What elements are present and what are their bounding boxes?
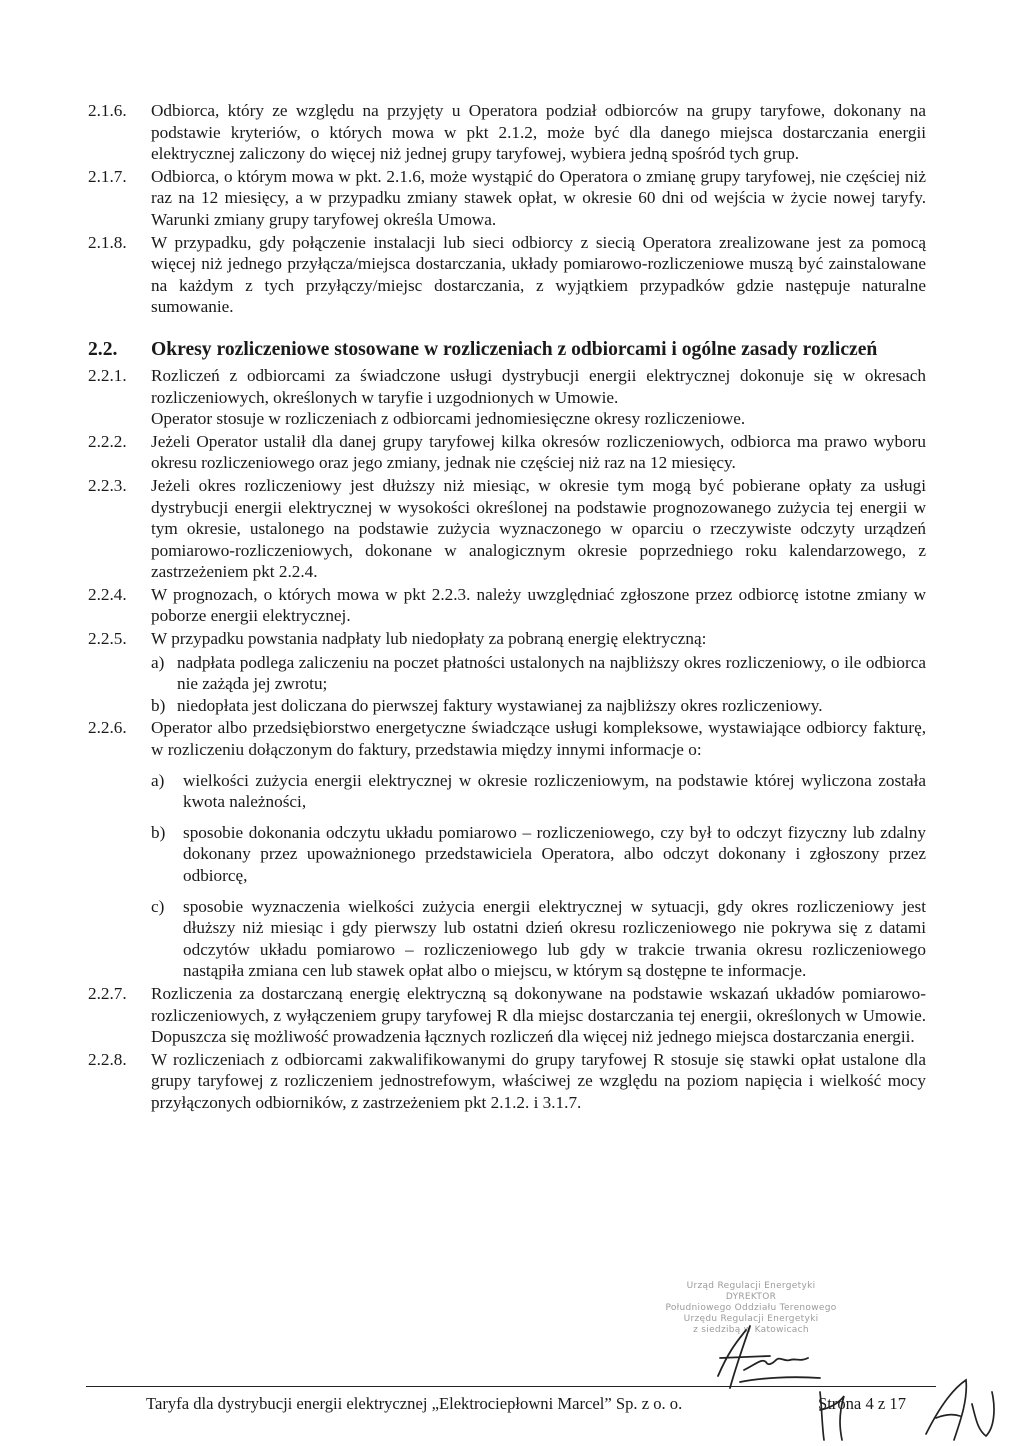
page-number: Strona 4 z 17 bbox=[817, 1394, 906, 1413]
list-item-text: nadpłata podlega zaliczeniu na poczet płatności ustalonych na najbliższy okres rozliczeniowy, o ile odbiorca nie zażąda jej zwrotu; bbox=[177, 652, 926, 694]
list-item bbox=[151, 695, 926, 717]
clause-number: 2.2.8. bbox=[88, 1049, 127, 1069]
clause-number: 2.2.7. bbox=[88, 983, 127, 1003]
clause-text: W prognozach, o których mowa w pkt 2.2.3. należy uwzględniać zgłoszone przez odbiorcę istotne zmiany w poborze energii elektrycznej. bbox=[151, 584, 926, 626]
list-item-label: b) bbox=[151, 695, 166, 715]
clause-text: Rozliczenia za dostarczaną energię elektryczną są dokonywane na podstawie wskazań układów pomiarowo-rozliczeniowych, z wyłączeniem grupy taryfowej R dla miejsc dostarczania tej energii, określonych w Umowie. Dopuszcza się możliwość prowadzenia łącznych rozliczeń dla więcej niż jednego miejsca dostarczania energii. bbox=[151, 983, 926, 1047]
section-number: 2.2. bbox=[88, 338, 118, 360]
clause-2-2-6 bbox=[88, 717, 926, 982]
clause-number: 2.2.1. bbox=[88, 365, 127, 385]
list-item bbox=[151, 770, 926, 813]
clause-2-1-8 bbox=[88, 232, 926, 318]
footer-title: Taryfa dla dystrybucji energii elektrycznej „Elektrociepłowni Marcel” Sp. z o. o. bbox=[146, 1394, 683, 1413]
stamp-line: Urzędu Regulacji Energetyki bbox=[683, 1314, 819, 1324]
clause-2-2-7 bbox=[88, 983, 926, 1048]
clause-2-2-4 bbox=[88, 584, 926, 627]
document-body bbox=[88, 100, 926, 1115]
sub-list bbox=[151, 770, 926, 982]
clause-text-continued: Operator stosuje w rozliczeniach z odbiorcami jednomiesięczne okresy rozliczeniowe. bbox=[151, 409, 746, 429]
clause-2-2-2 bbox=[88, 431, 926, 474]
clause-number: 2.2.4. bbox=[88, 584, 127, 604]
clause-text: Operator albo przedsiębiorstwo energetyczne świadczące usługi kompleksowe, wystawiające odbiorcy fakturę, w rozliczeniu dołączonym do faktury, przedstawia między innymi informacje o: bbox=[151, 718, 926, 760]
list-item bbox=[151, 822, 926, 887]
clause-number: 2.1.7. bbox=[88, 166, 127, 186]
list-item-label: b) bbox=[151, 822, 166, 842]
clause-text: Rozliczeń z odbiorcami za świadczone usługi dystrybucji energii elektrycznej dokonuje się w okresach rozliczeniowych, określonych w taryfie i uzgodnionych w Umowie. bbox=[151, 365, 926, 407]
clause-number: 2.2.6. bbox=[88, 718, 127, 738]
clause-text: Odbiorca, o którym mowa w pkt. 2.1.6, może wystąpić do Operatora o zmianę grupy taryfowej, nie częściej niż raz na 12 miesięcy, a w przypadku zmiany stawek opłat, w okresie 60 dni od wejścia w życie nowej taryfy. Warunki zmiany grupy taryfowej określa Umowa. bbox=[151, 166, 926, 229]
sub-list bbox=[151, 652, 926, 717]
clause-text: Jeżeli okres rozliczeniowy jest dłuższy niż miesiąc, w okresie tym mogą być pobierane opłaty za usługi dystrybucji energii elektrycznej w wysokości określonej na podstawie prognozowanego zużycia tej energii w tym okresie, ustalonego na podstawie zużycia wyznaczonego w oparciu o rzeczywiste odczyty urządzeń pomiarowo-rozliczeniowych, dokonane w analogicznym okresie poprzedniego roku kalendarzowego, z zastrzeżeniem pkt 2.2.4. bbox=[151, 475, 926, 582]
clause-2-2-8 bbox=[88, 1049, 926, 1114]
clause-text: Odbiorca, który ze względu na przyjęty u Operatora podział odbiorców na grupy taryfowe, dokonany na podstawie kryteriów, o których mowa w pkt 2.1.2, może być dla danego miejsca dostarczania energii elektrycznej zaliczony do więcej niż jednej grupy taryfowej, wybiera jedną spośród tych grup. bbox=[151, 101, 926, 164]
list-item-text: sposobie wyznaczenia wielkości zużycia energii elektrycznej w sytuacji, gdy okres rozliczeniowy jest dłuższy niż miesiąc i gdy pierwszy lub ostatni dzień okresu rozliczeniowego nie pokrywa się z datami odczytów układu pomiarowo – rozliczeniowego lub gdy w trakcie trwania okresu rozliczeniowego nastąpiła zmiana cen lub stawek opłat albo o miejscu, w którym są dostępne te informacje. bbox=[183, 896, 926, 981]
clause-number: 2.1.6. bbox=[88, 101, 127, 120]
list-item-label: c) bbox=[151, 896, 165, 916]
section-heading-2-2 bbox=[88, 338, 926, 361]
clause-text: Jeżeli Operator ustalił dla danej grupy taryfowej kilka okresów rozliczeniowych, odbiorca ma prawo wyboru okresu rozliczeniowego oraz jego zmiany, jednak nie częściej niż raz na 12 miesięcy. bbox=[151, 431, 926, 473]
stamp-line: z siedzibą w Katowicach bbox=[693, 1325, 809, 1335]
list-item-label: a) bbox=[151, 770, 165, 790]
stamp-line: Południowego Oddziału Terenowego bbox=[665, 1303, 837, 1313]
clause-2-1-6 bbox=[88, 100, 926, 165]
clause-2-2-3 bbox=[88, 475, 926, 583]
list-item bbox=[151, 652, 926, 695]
stamp-line: Urząd Regulacji Energetyki bbox=[686, 1281, 816, 1291]
initials-signature bbox=[808, 1370, 1008, 1446]
clause-text: W przypadku, gdy połączenie instalacji lub sieci odbiorcy z siecią Operatora zrealizowane jest za pomocą więcej niż jednego przyłącza/miejsca dostarczania, układy pomiarowo-rozliczeniowe muszą być zainstalowane na każdym z tych przyłączy/miejsc dostarczania, z wyjątkiem przypadków gdzie następuje naturalne sumowanie. bbox=[151, 232, 926, 317]
list-item bbox=[151, 896, 926, 982]
list-item-text: niedopłata jest doliczana do pierwszej faktury wystawianej za najbliższy okres rozliczeniowy. bbox=[177, 695, 823, 715]
clause-2-1-7 bbox=[88, 166, 926, 231]
list-item-text: wielkości zużycia energii elektrycznej w okresie rozliczeniowym, na podstawie której wyliczona została kwota należności, bbox=[183, 770, 926, 812]
list-item-text: sposobie dokonania odczytu układu pomiarowo – rozliczeniowego, czy był to odczyt fizyczny lub zdalny dokonany przez upoważnionego przedstawiciela Operatora, albo odczyt dokonany i zgłoszony przez odbiorcę, bbox=[183, 822, 926, 885]
clause-number: 2.2.3. bbox=[88, 475, 127, 495]
clause-text: W przypadku powstania nadpłaty lub niedopłaty za pobraną energię elektryczną: bbox=[151, 629, 707, 649]
clause-text: W rozliczeniach z odbiorcami zakwalifikowanymi do grupy taryfowej R stosuje się stawki opłat ustalone dla grupy taryfowej z rozliczeniem jednostrefowym, właściwej ze względu na poziom napięcia i wielkość mocy przyłączonych odbiorników, z zastrzeżeniem pkt 2.1.2. i 3.1.7. bbox=[151, 1049, 926, 1112]
page-footer bbox=[146, 1394, 906, 1414]
clause-2-2-1 bbox=[88, 365, 926, 430]
list-item-label: a) bbox=[151, 652, 165, 672]
section-title: Okresy rozliczeniowe stosowane w rozliczeniach z odbiorcami i ogólne zasady rozliczeń bbox=[151, 338, 878, 360]
stamp-line: DYREKTOR bbox=[725, 1292, 777, 1302]
clause-number: 2.1.8. bbox=[88, 232, 127, 252]
clause-number: 2.2.2. bbox=[88, 431, 127, 451]
clause-number: 2.2.5. bbox=[88, 629, 127, 649]
clause-2-2-5 bbox=[88, 628, 926, 716]
